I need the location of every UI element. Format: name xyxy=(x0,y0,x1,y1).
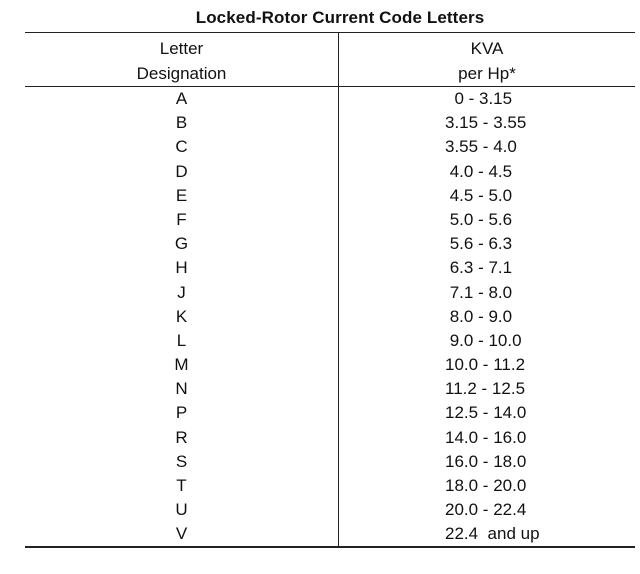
letter-cell: E xyxy=(175,185,188,205)
kva-cell: 12.5 - 14.0 xyxy=(445,403,527,423)
table-row xyxy=(25,256,635,280)
table-row xyxy=(25,329,635,353)
table-row xyxy=(25,377,635,401)
table-row xyxy=(25,522,635,546)
letter-cell: K xyxy=(175,306,188,326)
table-body xyxy=(25,87,635,547)
table-row xyxy=(25,160,635,184)
letter-cell: N xyxy=(175,379,188,399)
kva-cell: 4.0 - 4.5 xyxy=(445,161,513,181)
kva-cell: 20.0 - 22.4 xyxy=(445,500,527,520)
letter-cell: V xyxy=(175,524,188,544)
kva-cell: 11.2 - 12.5 xyxy=(445,379,526,399)
table-row xyxy=(25,450,635,474)
letter-cell: B xyxy=(175,113,188,133)
kva-cell: 3.55 - 4.0 xyxy=(445,137,517,157)
header-letter-line1: Letter xyxy=(159,39,204,58)
table-row xyxy=(25,135,635,159)
letter-cell: G xyxy=(174,234,189,254)
letter-cell: H xyxy=(175,258,188,278)
table-row xyxy=(25,353,635,377)
bottom-rule xyxy=(25,546,635,548)
letter-cell: U xyxy=(175,500,188,520)
kva-cell: 9.0 - 10.0 xyxy=(445,330,522,350)
kva-cell: 0 - 3.15 xyxy=(445,89,513,108)
table-row xyxy=(25,208,635,232)
kva-cell: 14.0 - 16.0 xyxy=(445,427,527,447)
kva-cell: 7.1 - 8.0 xyxy=(445,282,513,302)
kva-cell: 16.0 - 18.0 xyxy=(445,451,527,471)
kva-cell: 6.3 - 7.1 xyxy=(445,258,513,278)
kva-cell: 8.0 - 9.0 xyxy=(445,306,513,326)
table-row xyxy=(25,498,635,522)
table-row xyxy=(25,281,635,305)
header-letter-designation xyxy=(25,36,338,86)
letter-cell: D xyxy=(175,161,188,181)
table-row xyxy=(25,426,635,450)
letter-cell: M xyxy=(174,355,189,375)
kva-cell: 5.6 - 6.3 xyxy=(445,234,513,254)
kva-cell: 5.0 - 5.6 xyxy=(445,209,513,229)
letter-cell: L xyxy=(176,330,187,350)
table-row xyxy=(25,232,635,256)
table-row xyxy=(25,111,635,135)
table-row xyxy=(25,184,635,208)
table-title: Locked-Rotor Current Code Letters xyxy=(195,8,485,27)
table-row xyxy=(25,401,635,425)
letter-cell: A xyxy=(175,89,188,108)
letter-cell: P xyxy=(175,403,188,423)
letter-cell: F xyxy=(176,209,187,229)
letter-cell: C xyxy=(175,137,188,157)
header-kva-line2: per Hp* xyxy=(458,64,516,83)
letter-cell: J xyxy=(177,282,186,302)
letter-cell: T xyxy=(176,476,187,495)
header-kva-per-hp xyxy=(339,36,635,86)
header-letter-line2: Designation xyxy=(136,64,227,83)
top-rule xyxy=(25,32,635,33)
table-row xyxy=(25,305,635,329)
kva-cell: 3.15 - 3.55 xyxy=(445,113,527,133)
header-kva-line1: KVA xyxy=(470,39,504,58)
letter-cell: S xyxy=(175,451,188,471)
kva-cell: 18.0 - 20.0 xyxy=(445,476,527,495)
kva-cell: 4.5 - 5.0 xyxy=(445,185,513,205)
letter-cell: R xyxy=(175,427,188,447)
table-row xyxy=(25,87,635,111)
kva-cell: 10.0 - 11.2 xyxy=(445,355,526,375)
table-row xyxy=(25,474,635,498)
kva-cell: 22.4 and up xyxy=(445,524,540,544)
